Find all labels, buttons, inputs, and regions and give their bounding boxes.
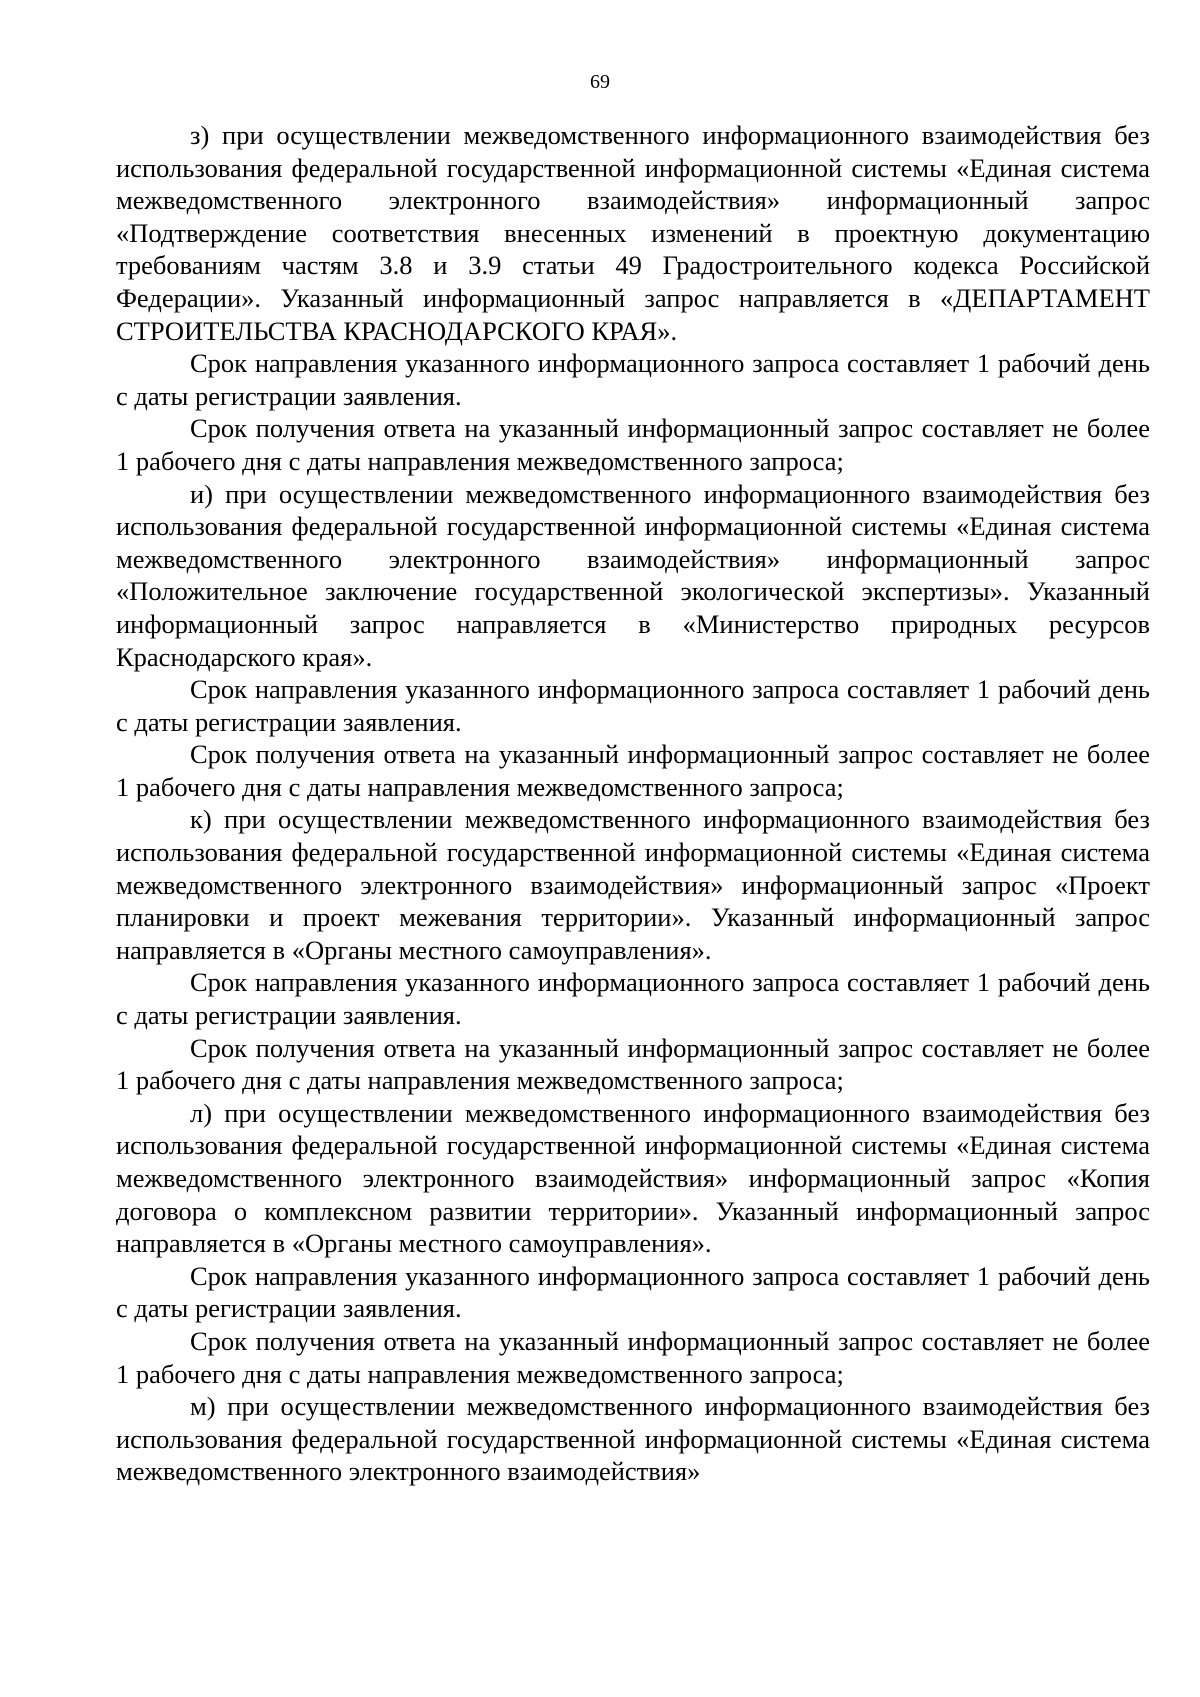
paragraph-send-term: Срок направления указанного информационного запроса составляет 1 рабочий день с даты регистрации заявления. bbox=[116, 967, 1150, 1031]
paragraph-send-term: Срок направления указанного информационного запроса составляет 1 рабочий день с даты регистрации заявления. bbox=[116, 348, 1150, 411]
paragraph-response-term: Срок получения ответа на указанный информационный запрос составляет не более 1 рабочего дня с даты направления межведомственного запроса; bbox=[116, 1032, 1150, 1096]
paragraph-send-term: Срок направления указанного информационного запроса составляет 1 рабочий день с даты регистрации заявления. bbox=[116, 674, 1150, 737]
paragraph-z-request: з) при осуществлении межведомственного информационного взаимодействия без использования федеральной государственной информационной системы «Единая система межведомственного электронного взаимодействия» информационный запрос «Подтверждение соответствия внесенных изменений в проектную документацию требованиям частям 3.8 и 3.9 статьи 49 Градостроительного кодекса Российской Федерации». Указанный информационный запрос направляется в «ДЕПАРТАМЕНТ СТРОИТЕЛЬСТВА КРАСНОДАРСКОГО КРАЯ». bbox=[116, 120, 1150, 346]
paragraph-send-term: Срок направления указанного информационного запроса составляет 1 рабочий день с даты регистрации заявления. bbox=[116, 1260, 1150, 1324]
paragraph-response-term: Срок получения ответа на указанный информационный запрос составляет не более 1 рабочего дня с даты направления межведомственного запроса; bbox=[116, 739, 1150, 802]
paragraph-m-request: м) при осуществлении межведомственного информационного взаимодействия без использования федеральной государственной информационной системы «Единая система межведомственного электронного взаимодействия» bbox=[116, 1391, 1150, 1487]
paragraph-i-request: и) при осуществлении межведомственного информационного взаимодействия без использования федеральной государственной информационной системы «Единая система межведомственного электронного взаимодействия» информационный запрос «Положительное заключение государственной экологической экспертизы». Указанный информационный запрос направляется в «Министерство природных ресурсов Краснодарского края». bbox=[116, 478, 1150, 672]
paragraph-l-request: л) при осуществлении межведомственного информационного взаимодействия без использования федеральной государственной информационной системы «Единая система межведомственного электронного взаимодействия» информационный запрос «Копия договора о комплексном развитии территории». Указанный информационный запрос направляется в «Органы местного самоуправления». bbox=[116, 1097, 1150, 1259]
page-number: 69 bbox=[590, 71, 610, 93]
paragraph-k-request: к) при осуществлении межведомственного информационного взаимодействия без использования федеральной государственной информационной системы «Единая система межведомственного электронного взаимодействия» информационный запрос «Проект планировки и проект межевания территории». Указанный информационный запрос направляется в «Органы местного самоуправления». bbox=[116, 804, 1150, 965]
paragraph-response-term: Срок получения ответа на указанный информационный запрос составляет не более 1 рабочего дня с даты направления межведомственного запроса; bbox=[116, 1325, 1150, 1389]
document-body bbox=[116, 119, 1150, 1488]
paragraph-response-term: Срок получения ответа на указанный информационный запрос составляет не более 1 рабочего дня с даты направления межведомственного запроса; bbox=[116, 413, 1150, 476]
